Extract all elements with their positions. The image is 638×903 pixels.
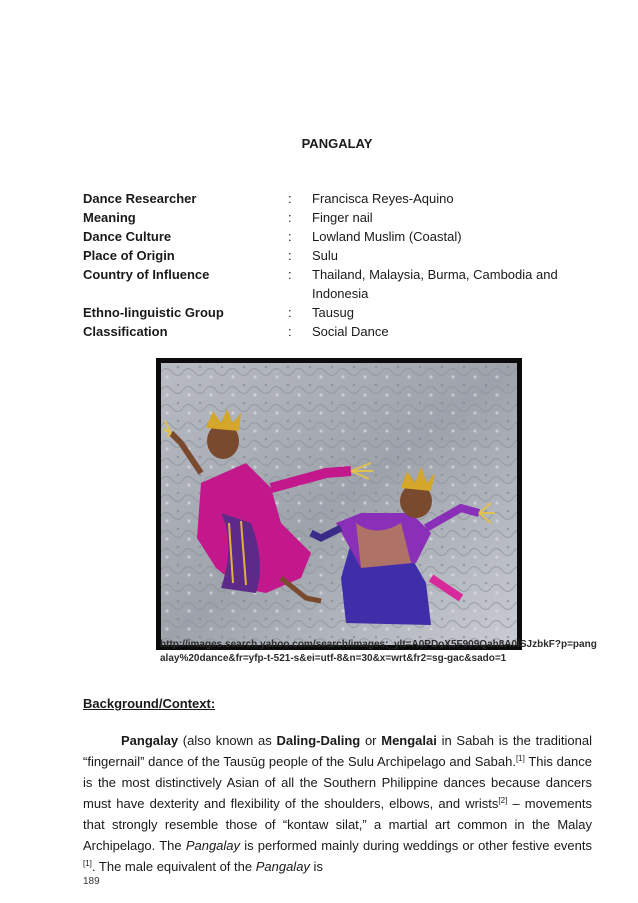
info-value: Lowland Muslim (Coastal) <box>312 229 462 244</box>
info-separator: : <box>288 229 292 244</box>
background-paragraph <box>83 730 592 877</box>
info-label: Classification <box>83 324 168 339</box>
info-row-influence <box>83 265 603 303</box>
reference-2[interactable]: [2] <box>498 796 508 805</box>
info-value: Thailand, Malaysia, Burma, Cambodia and Indonesia <box>312 267 558 301</box>
info-separator: : <box>288 191 292 206</box>
info-row-researcher <box>83 189 603 208</box>
text-segment: or <box>360 733 382 748</box>
term-pangalay: Pangalay <box>121 733 179 748</box>
info-row-classification <box>83 322 603 341</box>
dance-photo-frame <box>156 358 522 650</box>
info-label: Dance Culture <box>83 229 172 244</box>
info-label: Ethno-linguistic Group <box>83 305 224 320</box>
info-label: Country of Influence <box>83 267 210 282</box>
image-source-caption[interactable]: http://images.search.yahoo.com/search/images;_ylt=A0PDoX5F909Qah8A0iSJzbkF?p=pangalay%20dance&fr=yfp-t-521-s&ei=utf-8&n=30&x=wrt&fr2=sg-gac&sado=1 <box>160 639 597 664</box>
pangalay-dancers-photo <box>161 363 517 645</box>
dance-info-table <box>83 189 603 341</box>
info-value: Finger nail <box>312 210 373 225</box>
reference-3[interactable]: [1] <box>83 859 92 868</box>
info-separator: : <box>288 248 292 263</box>
info-label: Meaning <box>83 210 136 225</box>
term-pangalay-italic: Pangalay <box>255 859 310 874</box>
info-separator: : <box>288 210 292 225</box>
text-segment: in Sabah is the traditional “fingernail” dance of the Tausūg people of the Sulu Archipelago and Sabah. <box>83 733 592 769</box>
text-segment: is performed mainly during weddings or other festive events <box>240 838 592 853</box>
text-segment: – movements that strongly resemble those of “kontaw silat,” a martial art common in the Malay Archipelago. The <box>83 796 592 853</box>
page-title: PANGALAY <box>301 136 373 151</box>
info-separator: : <box>288 324 292 339</box>
info-row-origin <box>83 246 603 265</box>
text-segment: This dance is the most distinctively Asian of all the Southern Philippine dances because dancers must have dexterity and flexibility of the shoulders, elbows, and wrists <box>83 754 593 811</box>
info-row-meaning <box>83 208 603 227</box>
term-daling-daling: Daling-Daling <box>276 733 361 748</box>
info-value: Tausug <box>312 305 354 320</box>
page-number: 189 <box>83 876 100 887</box>
info-value: Social Dance <box>312 324 389 339</box>
info-separator: : <box>288 305 292 320</box>
info-separator: : <box>288 267 292 282</box>
text-segment: . The male equivalent of the <box>91 859 256 874</box>
info-row-culture <box>83 227 603 246</box>
info-value: Sulu <box>312 248 339 263</box>
term-mengalai: Mengalai <box>381 733 437 748</box>
text-segment: is <box>309 859 323 874</box>
info-label: Place of Origin <box>83 248 175 263</box>
text-segment: (also known as <box>178 733 277 748</box>
term-pangalay-italic: Pangalay <box>185 838 241 853</box>
info-value: Francisca Reyes-Aquino <box>312 191 454 206</box>
background-heading: Background/Context: <box>83 696 216 711</box>
reference-1[interactable]: [1] <box>515 754 525 763</box>
info-row-ethno-group <box>83 303 603 322</box>
info-label: Dance Researcher <box>83 191 197 206</box>
